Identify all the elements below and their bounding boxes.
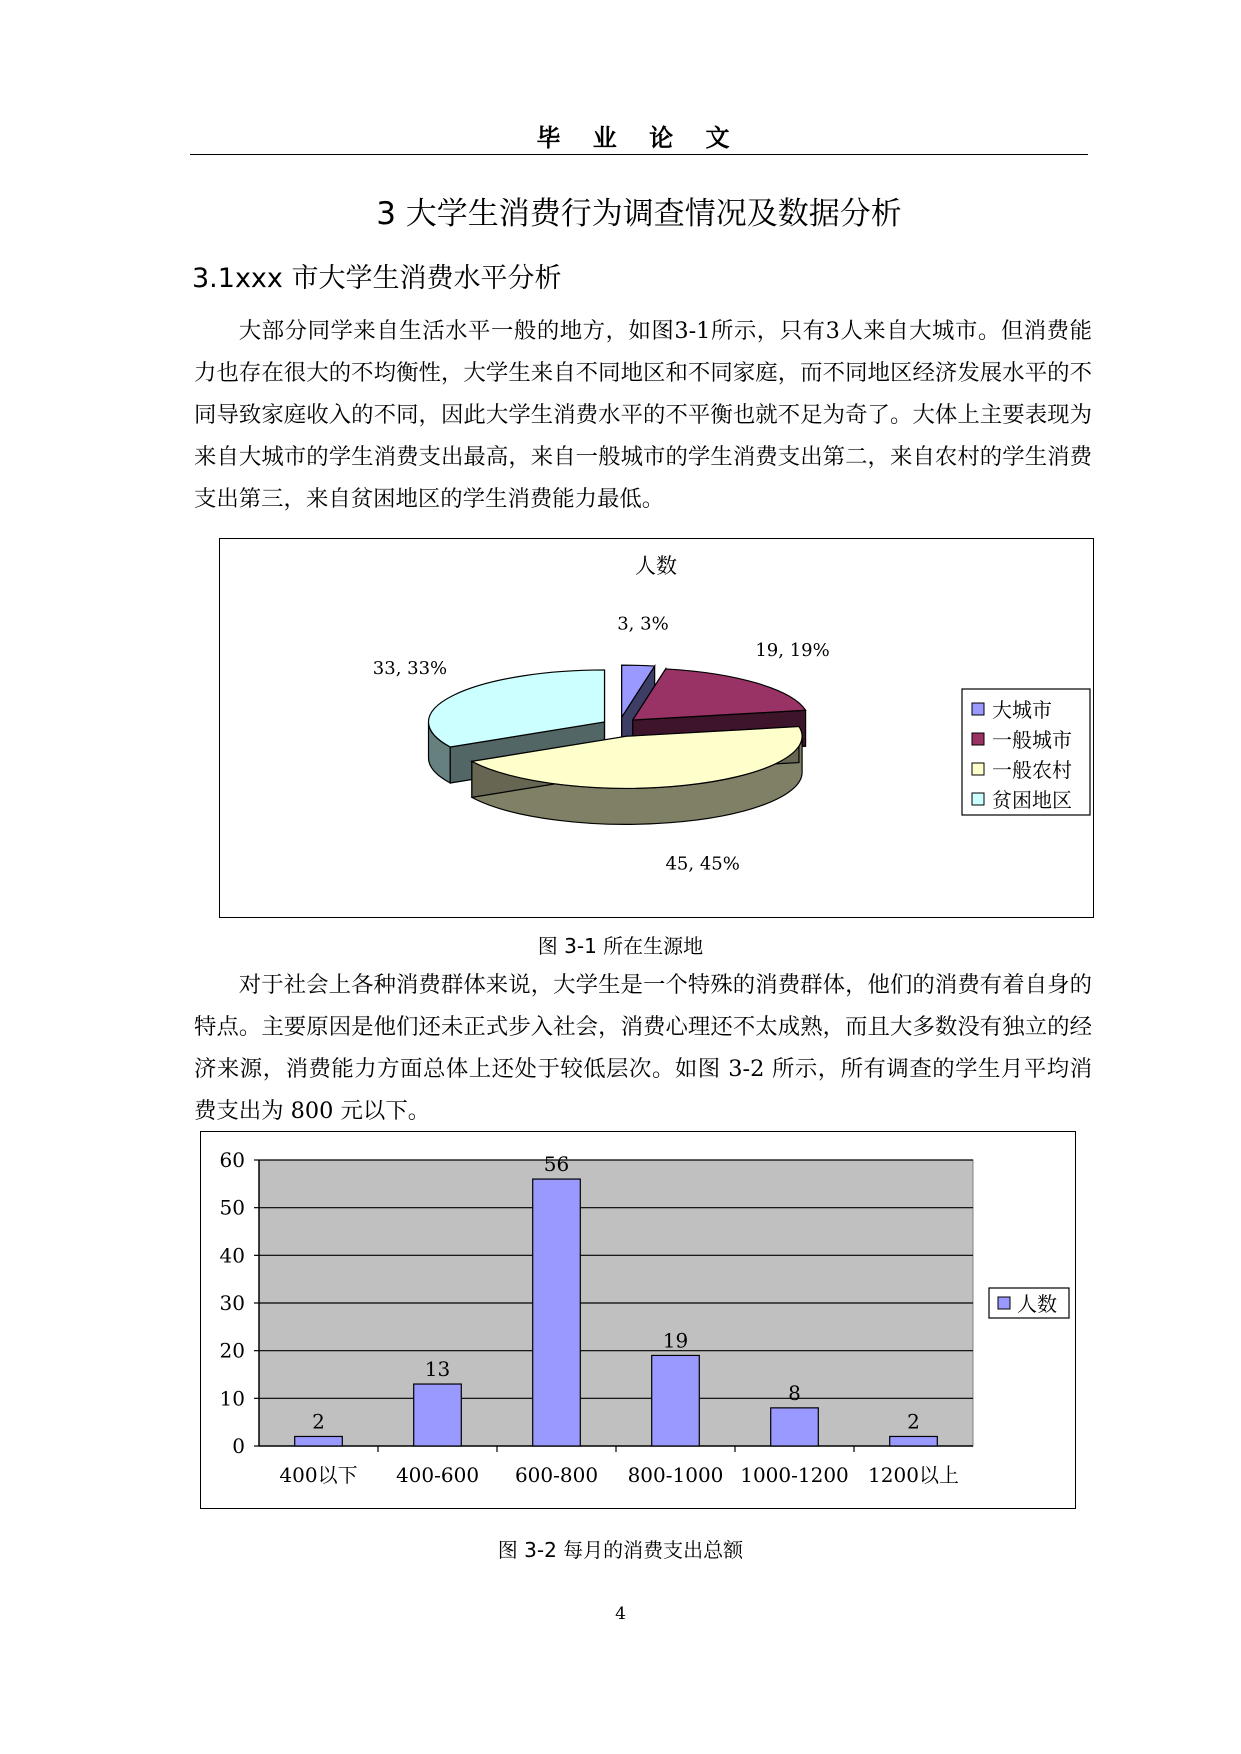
pie-legend-label-1: 一般城市 [992, 728, 1072, 752]
bar-ytick-label-1: 10 [219, 1386, 245, 1411]
bar-data-label-2: 56 [543, 1152, 570, 1177]
header-rule [190, 154, 1088, 155]
figure-caption-2: 图 3-2 每月的消费支出总额 [497, 1538, 744, 1562]
paragraph-1: 大部分同学来自生活水平一般的地方，如图3-1所示，只有3人来自大城市。但消费能力也存在很大的不均衡性，大学生来自不同地区和不同家庭，而不同地区经济发展水平的不同导致家庭收入的不同，因此大学生消费水平的不平衡也就不足为奇了。大体上主要表现为来自大城市的学生消费支出最高，来自一般城市的学生消费支出第二，来自农村的学生消费支出第三，来自贫困地区的学生消费能力最低。 [194, 318, 1092, 512]
pie-legend-label-0: 大城市 [992, 698, 1052, 722]
bar-ytick-label-5: 50 [219, 1195, 245, 1220]
bar-chart-frame [200, 1131, 1076, 1509]
pie-legend-swatch-0 [972, 703, 984, 715]
bar-xtick-label-5: 1200以上 [868, 1463, 959, 1487]
pie-data-label-2: 45, 45% [665, 853, 740, 875]
pie-legend-swatch-3 [972, 793, 984, 805]
page-number: 4 [615, 1604, 626, 1624]
bar-data-label-1: 13 [424, 1357, 451, 1382]
pie-legend-swatch-2 [972, 763, 984, 775]
paragraph-2: 对于社会上各种消费群体来说，大学生是一个特殊的消费群体，他们的消费有着自身的特点。主要原因是他们还未正式步入社会，消费心理还不太成熟，而且大多数没有独立的经济来源，消费能力方面总体上还处于较低层次。如图 3-2 所示，所有调查的学生月平均消费支出为 800 元以下。 [194, 972, 1092, 1124]
bar-data-label-4: 8 [788, 1380, 801, 1405]
bar-chart [201, 1132, 1075, 1508]
pie-data-label-3: 33, 33% [372, 658, 448, 680]
bar-xtick-label-1: 400-600 [395, 1463, 480, 1487]
bar-ytick-label-4: 40 [219, 1243, 245, 1268]
figure-caption-1: 图 3-1 所在生源地 [537, 934, 704, 958]
bar-0 [295, 1436, 343, 1446]
pie-chart-title: 人数 [635, 554, 677, 578]
pie-data-label-0: 3, 3% [617, 613, 669, 635]
bar-2 [533, 1179, 581, 1446]
bar-xtick-label-4: 1000-1200 [740, 1463, 849, 1487]
bar-ytick-label-0: 0 [232, 1434, 245, 1458]
bar-5 [890, 1436, 938, 1446]
subsection-title: 3.1xxx 市大学生消费水平分析 [192, 263, 562, 294]
section-title: 3 大学生消费行为调查情况及数据分析 [376, 196, 902, 232]
pie-chart-frame [219, 538, 1094, 918]
pie-chart [220, 539, 1093, 917]
running-header: 毕 业 论 文 [536, 124, 742, 152]
bar-data-label-3: 19 [662, 1328, 689, 1353]
bar-1 [414, 1384, 462, 1446]
bar-3 [652, 1355, 700, 1446]
bar-xtick-label-3: 800-1000 [627, 1463, 724, 1487]
pie-legend-label-3: 贫困地区 [992, 788, 1072, 812]
bar-ytick-label-2: 20 [219, 1338, 245, 1363]
pie-data-label-1: 19, 19% [755, 640, 830, 662]
bar-ytick-label-3: 30 [219, 1291, 245, 1315]
pie-legend-label-2: 一般农村 [992, 758, 1072, 782]
bar-legend-swatch [998, 1297, 1010, 1309]
bar-ytick-label-6: 60 [219, 1148, 245, 1172]
bar-xtick-label-2: 600-800 [514, 1463, 599, 1487]
bar-data-label-0: 2 [312, 1409, 325, 1434]
bar-4 [771, 1408, 819, 1446]
bar-xtick-label-0: 400以下 [279, 1463, 358, 1487]
bar-legend-label: 人数 [1017, 1292, 1057, 1316]
pie-legend-swatch-1 [972, 733, 984, 745]
bar-data-label-5: 2 [907, 1409, 920, 1434]
